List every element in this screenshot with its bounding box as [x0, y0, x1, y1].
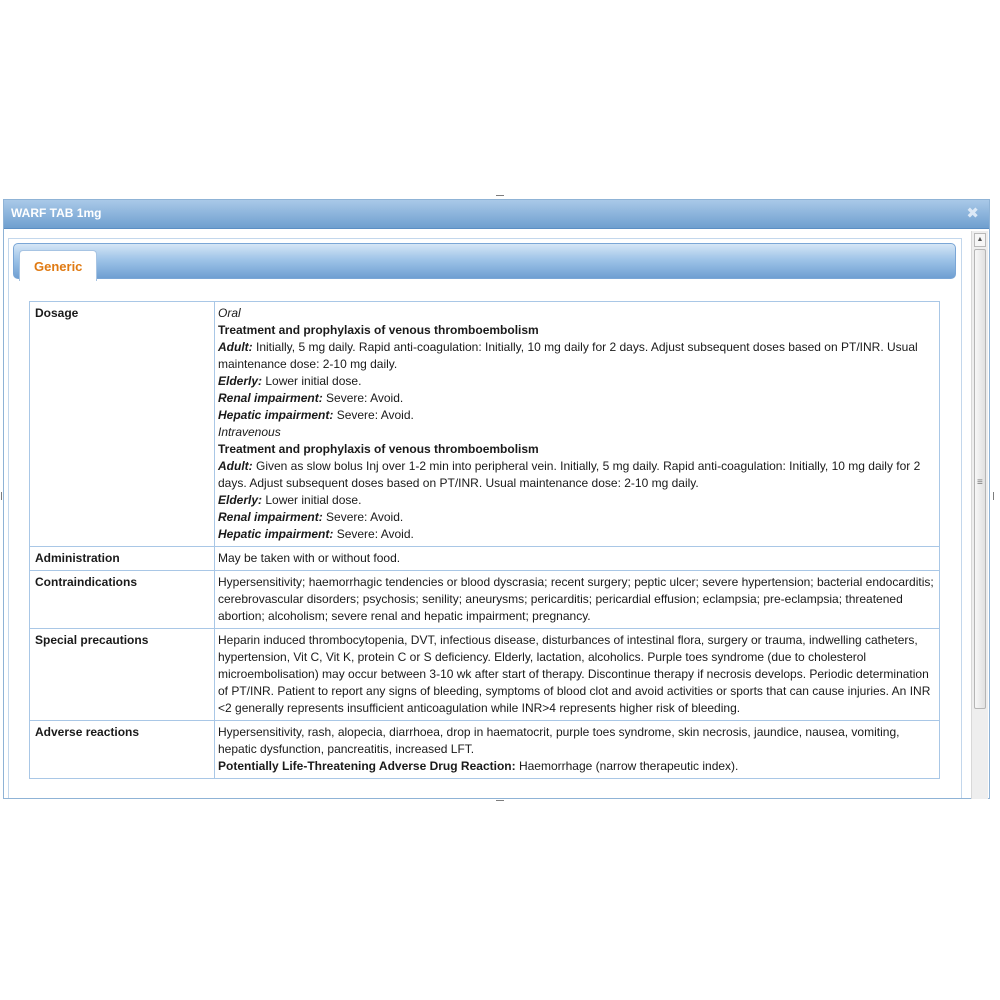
text-segment: Hypersensitivity, rash, alopecia, diarrhoea, drop in haematocrit, purple toes syndrome, skin necrosis, jaundice, nausea, vomiting, hepatic dysfunction, pancreatitis, increased LFT.	[218, 725, 903, 756]
tab-strip	[13, 243, 956, 279]
value-line	[218, 632, 935, 717]
text-segment: Elderly:	[218, 493, 263, 507]
text-segment: Severe: Avoid.	[333, 527, 414, 541]
row-label: Special precautions	[30, 629, 215, 721]
value-line	[218, 322, 935, 339]
text-segment: Severe: Avoid.	[322, 391, 404, 405]
vertical-scrollbar[interactable]	[971, 231, 988, 799]
table-row	[30, 302, 940, 547]
text-segment: Adult:	[218, 340, 253, 354]
dialog-title: WARF TAB 1mg	[11, 206, 102, 220]
value-line	[218, 424, 935, 441]
value-line	[218, 724, 935, 758]
text-segment: Hepatic impairment:	[218, 527, 334, 541]
tab-generic[interactable]: Generic	[19, 250, 97, 281]
text-segment: May be taken with or without food.	[218, 551, 401, 565]
text-segment: Oral	[218, 306, 241, 320]
value-line	[218, 441, 935, 458]
dialog-content	[8, 238, 962, 799]
text-segment: Initially, 5 mg daily. Rapid anti-coagulation: Initially, 10 mg daily for 2 days. Adjust subsequent doses based on PT/INR. Usual maintenance dose: 2-10 mg daily.	[218, 340, 922, 371]
text-segment: Elderly:	[218, 374, 263, 388]
value-line	[218, 390, 935, 407]
row-label: Administration	[30, 547, 215, 571]
text-segment: Haemorrhage (narrow therapeutic index).	[515, 759, 739, 773]
row-value	[215, 629, 940, 721]
value-line	[218, 526, 935, 543]
table-row	[30, 721, 940, 779]
resize-handle-top[interactable]	[496, 195, 504, 196]
text-segment: Heparin induced thrombocytopenia, DVT, infectious disease, disturbances of intestinal flora, surgery or trauma, indwelling catheters, hypertension, Vit C, Vit K, protein C or S deficiency. Elderly, lactation, alcoholics. Purple toes syndrome (due to cholesterol microembolisation) may occur between 3-10 wk after start of therapy. Discontinue therapy if necrosis develops. Periodic determination of PT/INR. Patient to report any signs of bleeding, symptoms of blood clot and avoid activities or sports that can cause injuries. An INR <2 generally represents insufficient anticoagulation while INR>4 represents higher risk of bleeding.	[218, 633, 934, 715]
row-value	[215, 721, 940, 779]
text-segment: Renal impairment:	[218, 510, 323, 524]
text-segment: Intravenous	[218, 425, 281, 439]
resize-handle-left[interactable]	[1, 492, 2, 500]
text-segment: Severe: Avoid.	[322, 510, 404, 524]
row-value	[215, 302, 940, 547]
value-line	[218, 758, 935, 775]
monograph-table	[29, 301, 940, 779]
value-line	[218, 492, 935, 509]
resize-handle-bottom[interactable]	[496, 800, 504, 801]
value-line	[218, 509, 935, 526]
table-row	[30, 547, 940, 571]
value-line	[218, 305, 935, 322]
text-segment: Potentially Life-Threatening Adverse Drug Reaction:	[218, 759, 516, 773]
row-value	[215, 547, 940, 571]
text-segment: Hypersensitivity; haemorrhagic tendencies or blood dyscrasia; recent surgery; peptic ulcer; severe hypertension; bacterial endocarditis; cerebrovascular disorders; psychosis; senility; aneurysms; pericarditis; pericardial effusion; eclampsia; pre-eclampsia; threatened abortion; alcoholism; severe renal and hepatic impairment; pregnancy.	[218, 575, 938, 623]
text-segment: Treatment and prophylaxis of venous thromboembolism	[218, 442, 539, 456]
value-line	[218, 550, 935, 567]
close-icon[interactable]: ✖	[966, 205, 979, 222]
table-row	[30, 629, 940, 721]
text-segment: Severe: Avoid.	[333, 408, 414, 422]
row-label: Contraindications	[30, 571, 215, 629]
text-segment: Hepatic impairment:	[218, 408, 334, 422]
value-line	[218, 574, 938, 625]
grip-icon: ≡	[977, 477, 983, 488]
text-segment: Renal impairment:	[218, 391, 323, 405]
dialog-titlebar[interactable]	[4, 200, 989, 229]
row-value	[215, 571, 940, 629]
monograph-table-wrap	[29, 301, 940, 779]
text-segment: Adult:	[218, 459, 253, 473]
row-label: Adverse reactions	[30, 721, 215, 779]
text-segment: Treatment and prophylaxis of venous thromboembolism	[218, 323, 539, 337]
text-segment: Lower initial dose.	[262, 493, 362, 507]
text-segment: Lower initial dose.	[262, 374, 362, 388]
value-line	[218, 339, 935, 373]
value-line	[218, 407, 935, 424]
text-segment: Given as slow bolus Inj over 1-2 min into peripheral vein. Initially, 5 mg daily. Rapid anti-coagulation: Initially, 10 mg daily for 2 days. Adjust subsequent doses based on PT/INR. Usual maintenance dose: 2-10 mg daily.	[218, 459, 924, 490]
table-row	[30, 571, 940, 629]
row-label: Dosage	[30, 302, 215, 547]
scroll-up-arrow-icon[interactable]: ▲	[974, 233, 986, 247]
resize-handle-right[interactable]	[993, 492, 994, 500]
scrollbar-thumb[interactable]	[974, 249, 986, 709]
drug-info-dialog	[3, 199, 990, 799]
value-line	[218, 458, 935, 492]
value-line	[218, 373, 935, 390]
